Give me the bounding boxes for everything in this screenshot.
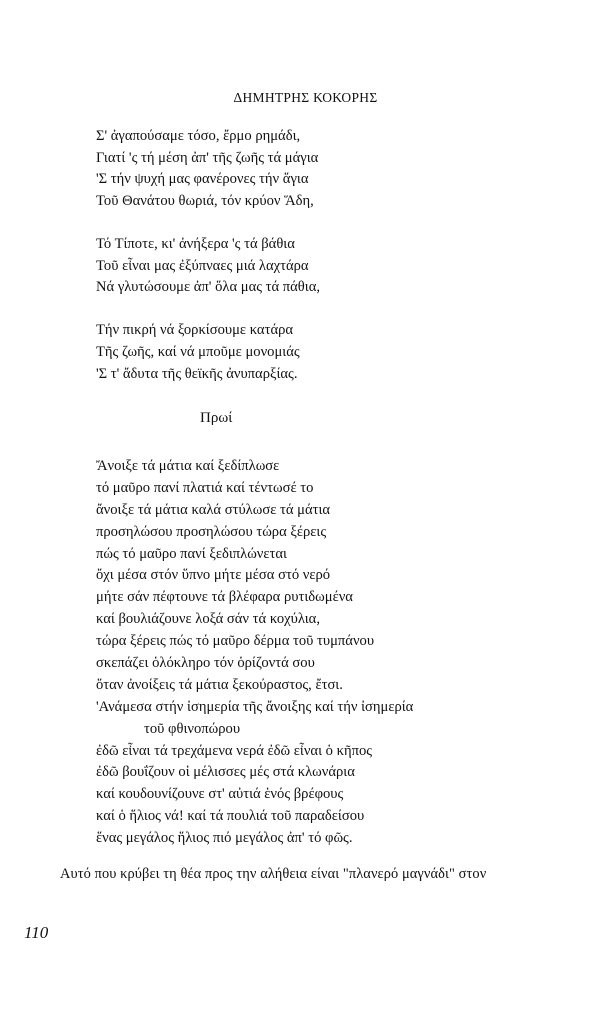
poem-line: Νά γλυτώσουμε ἀπ' ὅλα μας τά πάθια,	[96, 279, 321, 296]
poem-line: ἄνοιξε τά μάτια καλά στύλωσε τά μάτια	[96, 501, 331, 518]
stanza-break	[96, 212, 566, 234]
stanza-break	[96, 299, 566, 321]
poem-line: τώρα ξέρεις πώς τό μαῦρο δέρμα τοῦ τυμπάνου	[96, 633, 375, 650]
poem-line: προσηλώσου προσηλώσου τώρα ξέρεις	[96, 523, 327, 540]
poem-line: μήτε σάν πέφτουνε τά βλέφαρα ρυτιδωμένα	[96, 589, 353, 606]
poem-line-indented: τοῦ φθινοπώρου	[144, 720, 241, 737]
poem-proi	[96, 456, 566, 850]
poem-line: 'Σ τ' ἄδυτα τῆς θεϊκῆς ἀνυπαρξίας.	[96, 365, 298, 382]
poem-line: Τῆς ζωῆς, καί νά μποῦμε μονομιάς	[96, 343, 300, 360]
author-heading: ΔΗΜΗΤΡΗΣ ΚΟΚΟΡΗΣ	[233, 90, 378, 105]
poem-line: σκεπάζει ὁλόκληρο τόν ὁρίζοντά σου	[96, 655, 315, 672]
poem-line: Τοῦ Θανάτου θωριά, τόν κρύον Ἅδη,	[96, 192, 314, 209]
poem-line: πώς τό μαῦρο πανί ξεδιπλώνεται	[96, 545, 287, 562]
page-number: 110	[24, 923, 49, 942]
poem-line: Τό Τίποτε, κι' ἀνήξερα 'ς τά βάθια	[96, 235, 295, 252]
poem-line: ἐδῶ βουΐζουν οἱ μέλισσες μές στά κλωνάρια	[96, 764, 355, 781]
poem-line: καί κουδουνίζουνε στ' αὐτιά ἑνός βρέφους	[96, 786, 344, 803]
poem-line: Τοῦ εἶναι μας ἐξύπναες μιά λαχτάρα	[96, 257, 309, 274]
poem-line: καί ὁ ἥλιος νά! καί τά πουλιά τοῦ παραδείσου	[96, 808, 365, 825]
poem-line: Ἄνοιξε τά μάτια καί ξεδίπλωσε	[96, 458, 280, 474]
poem-line: ἕνας μεγάλος ἥλιος πιό μεγάλος ἀπ' τό φῶς.	[96, 830, 353, 847]
poem-line: 'Ανάμεσα στήν ἰσημερία τῆς ἄνοιξης καί τήν ἰσημερία	[96, 698, 414, 715]
poem-line: ἐδῶ εἶναι τά τρεχάμενα νερά ἐδῶ εἶναι ὁ κῆπος	[96, 742, 373, 759]
poem-line: τό μαῦρο πανί πλατιά καί τέντωσέ το	[96, 479, 314, 496]
poem-line: καί βουλιάζουνε λοξά σάν τά κοχύλια,	[96, 611, 320, 628]
poem-line: ὄχι μέσα στόν ὕπνο μήτε μέσα στό νερό	[96, 567, 331, 584]
poem-sonnet	[96, 126, 566, 385]
prose-paragraph: Αυτό που κρύβει τη θέα προς την αλήθεια είναι "πλανερό μαγνάδι" στον	[60, 866, 487, 882]
poem-line: Σ' ἀγαπούσαμε τόσο, ἔρμο ρημάδι,	[96, 128, 301, 144]
poem-title: Πρωί	[200, 410, 233, 426]
poem-line: Τήν πικρή νά ξορκίσουμε κατάρα	[96, 322, 294, 339]
poem-line: 'Σ τήν ψυχή μας φανέρονες τήν ἅγια	[96, 171, 309, 188]
poem-line: Γιατί 'ς τή μέση ἀπ' τῆς ζωῆς τά μάγια	[96, 149, 319, 166]
poem-line: ὅταν ἀνοίξεις τά μάτια ξεκούραστος, ἔτσι.	[96, 676, 343, 693]
